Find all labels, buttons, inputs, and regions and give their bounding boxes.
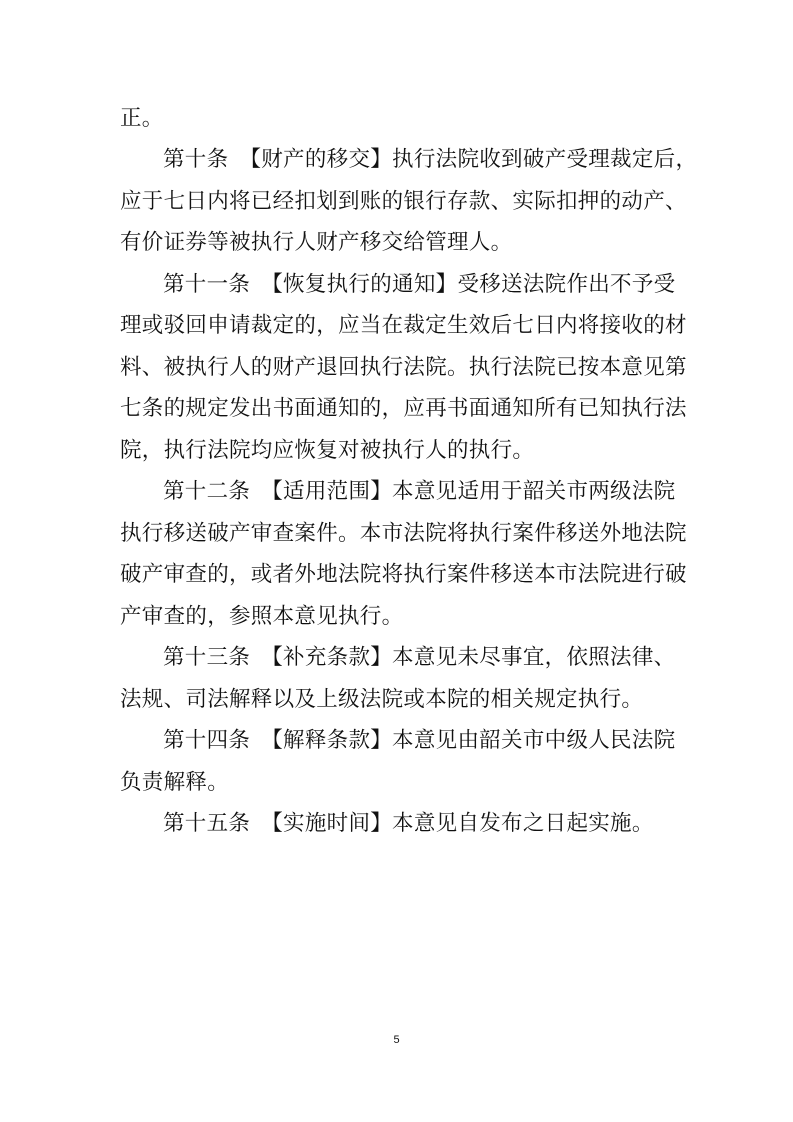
text-line: 破产审查的，或者外地法院将执行案件移送本市法院进行破: [120, 562, 687, 587]
article-10-heading-line: 第十条 【财产的移交】执行法院收到破产受理裁定后，: [163, 147, 698, 172]
text-line: 正。: [120, 106, 164, 131]
text-line: 负责解释。: [120, 770, 230, 795]
page-number: 5: [393, 1034, 400, 1046]
article-12-heading-line: 第十二条 【适用范围】本意见适用于韶关市两级法院: [163, 479, 676, 504]
article-11-heading-line: 第十一条 【恢复执行的通知】受移送法院作出不予受: [163, 272, 676, 297]
text-line: 法规、司法解释以及上级法院或本院的相关规定执行。: [120, 687, 644, 712]
article-13-heading-line: 第十三条 【补充条款】本意见未尽事宜，依照法律、: [163, 645, 676, 670]
text-line: 执行移送破产审查案件。本市法院将执行案件移送外地法院: [120, 521, 687, 546]
text-line: 产审查的，参照本意见执行。: [120, 604, 404, 629]
text-line: 有价证券等被执行人财产移交给管理人。: [120, 230, 513, 255]
article-14-heading-line: 第十四条 【解释条款】本意见由韶关市中级人民法院: [163, 728, 676, 753]
text-line: 院，执行法院均应恢复对被执行人的执行。: [120, 438, 535, 463]
text-line: 应于七日内将已经扣划到账的银行存款、实际扣押的动产、: [120, 189, 687, 214]
article-15-heading-line: 第十五条 【实施时间】本意见自发布之日起实施。: [163, 811, 654, 836]
text-line: 料、被执行人的财产退回执行法院。执行法院已按本意见第: [120, 355, 687, 380]
text-line: 七条的规定发出书面通知的，应再书面通知所有已知执行法: [120, 396, 687, 421]
text-line: 理或驳回申请裁定的，应当在裁定生效后七日内将接收的材: [120, 313, 687, 338]
